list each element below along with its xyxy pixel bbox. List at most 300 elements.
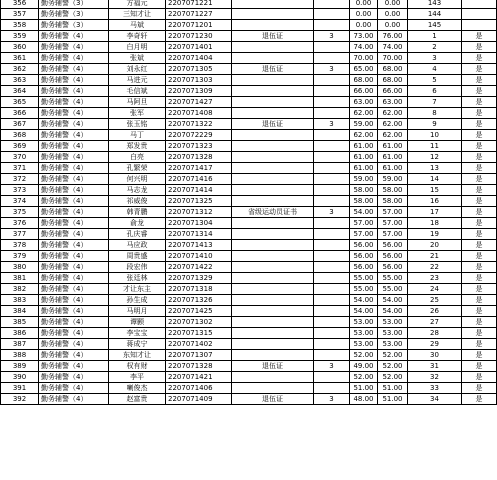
exam-id-cell: 2207071427 xyxy=(166,97,232,108)
position-cell: 勤务辅警（4） xyxy=(39,185,109,196)
qualified-cell: 是 xyxy=(462,317,497,328)
seq-cell: 378 xyxy=(1,240,39,251)
qualified-cell: 是 xyxy=(462,306,497,317)
qualified-cell: 是 xyxy=(462,53,497,64)
rank-cell: 2 xyxy=(408,42,462,53)
position-cell: 勤务辅警（4） xyxy=(39,119,109,130)
table-row xyxy=(1,163,497,174)
bonus-points-cell xyxy=(314,372,350,383)
rank-cell: 9 xyxy=(408,119,462,130)
rank-cell: 31 xyxy=(408,361,462,372)
written-score-cell: 48.00 xyxy=(350,394,378,405)
total-score-cell: 61.00 xyxy=(378,152,408,163)
table-row xyxy=(1,185,497,196)
bonus-cert-cell xyxy=(232,328,314,339)
rank-cell: 30 xyxy=(408,350,462,361)
rank-cell: 33 xyxy=(408,383,462,394)
seq-cell: 386 xyxy=(1,328,39,339)
exam-id-cell: 2207071401 xyxy=(166,42,232,53)
written-score-cell: 55.00 xyxy=(350,284,378,295)
position-cell: 勤务辅警（4） xyxy=(39,207,109,218)
qualified-cell: 是 xyxy=(462,97,497,108)
position-cell: 勤务辅警（4） xyxy=(39,328,109,339)
exam-id-cell: 2207071314 xyxy=(166,229,232,240)
exam-id-cell: 2207071409 xyxy=(166,394,232,405)
written-score-cell: 63.00 xyxy=(350,97,378,108)
bonus-cert-cell xyxy=(232,141,314,152)
position-cell: 勤务辅警（4） xyxy=(39,97,109,108)
exam-id-cell: 2207071304 xyxy=(166,218,232,229)
bonus-points-cell xyxy=(314,350,350,361)
rank-cell: 12 xyxy=(408,152,462,163)
bonus-cert-cell xyxy=(232,53,314,64)
seq-cell: 383 xyxy=(1,295,39,306)
rank-cell: 27 xyxy=(408,317,462,328)
total-score-cell: 55.00 xyxy=(378,273,408,284)
written-score-cell: 70.00 xyxy=(350,53,378,64)
bonus-cert-cell xyxy=(232,86,314,97)
table-row xyxy=(1,372,497,383)
exam-id-cell: 2207071329 xyxy=(166,273,232,284)
qualified-cell: 是 xyxy=(462,207,497,218)
exam-id-cell: 2207071318 xyxy=(166,284,232,295)
name-cell: 张玉铭 xyxy=(109,119,166,130)
position-cell: 勤务辅警（4） xyxy=(39,350,109,361)
name-cell: 韩青鹏 xyxy=(109,207,166,218)
bonus-points-cell xyxy=(314,141,350,152)
name-cell: 才让东主 xyxy=(109,284,166,295)
table-row xyxy=(1,317,497,328)
total-score-cell: 56.00 xyxy=(378,251,408,262)
bonus-cert-cell: 退伍证 xyxy=(232,119,314,130)
written-score-cell: 58.00 xyxy=(350,196,378,207)
total-score-cell: 53.00 xyxy=(378,317,408,328)
name-cell: 东知才让 xyxy=(109,350,166,361)
bonus-cert-cell xyxy=(232,273,314,284)
written-score-cell: 54.00 xyxy=(350,295,378,306)
rank-cell: 28 xyxy=(408,328,462,339)
position-cell: 勤务辅警（4） xyxy=(39,64,109,75)
written-score-cell: 59.00 xyxy=(350,119,378,130)
position-cell: 勤务辅警（4） xyxy=(39,86,109,97)
table-row xyxy=(1,0,497,9)
bonus-points-cell: 3 xyxy=(314,31,350,42)
total-score-cell: 57.00 xyxy=(378,229,408,240)
bonus-points-cell xyxy=(314,273,350,284)
exam-id-cell: 2207071422 xyxy=(166,262,232,273)
seq-cell: 356 xyxy=(1,0,39,9)
written-score-cell: 51.00 xyxy=(350,383,378,394)
table-row xyxy=(1,273,497,284)
rank-cell: 17 xyxy=(408,207,462,218)
bonus-points-cell xyxy=(314,75,350,86)
seq-cell: 372 xyxy=(1,174,39,185)
name-cell: 孔庆睿 xyxy=(109,229,166,240)
bonus-cert-cell xyxy=(232,229,314,240)
table-row xyxy=(1,152,497,163)
exam-id-cell: 2207071221 xyxy=(166,0,232,9)
written-score-cell: 62.00 xyxy=(350,130,378,141)
table-row xyxy=(1,108,497,119)
seq-cell: 365 xyxy=(1,97,39,108)
seq-cell: 369 xyxy=(1,141,39,152)
rank-cell: 32 xyxy=(408,372,462,383)
table-row xyxy=(1,394,497,405)
seq-cell: 375 xyxy=(1,207,39,218)
table-row xyxy=(1,86,497,97)
bonus-points-cell xyxy=(314,284,350,295)
total-score-cell: 61.00 xyxy=(378,141,408,152)
bonus-cert-cell xyxy=(232,295,314,306)
rank-cell: 7 xyxy=(408,97,462,108)
total-score-cell: 58.00 xyxy=(378,185,408,196)
name-cell: 马志龙 xyxy=(109,185,166,196)
bonus-points-cell xyxy=(314,97,350,108)
exam-id-cell: 2207071402 xyxy=(166,339,232,350)
bonus-points-cell xyxy=(314,295,350,306)
rank-cell: 11 xyxy=(408,141,462,152)
qualified-cell: 是 xyxy=(462,383,497,394)
name-cell: 马丁 xyxy=(109,130,166,141)
bonus-cert-cell xyxy=(232,174,314,185)
written-score-cell: 56.00 xyxy=(350,240,378,251)
table-row xyxy=(1,262,497,273)
rank-cell: 6 xyxy=(408,86,462,97)
name-cell: 赵富贵 xyxy=(109,394,166,405)
table-row xyxy=(1,350,497,361)
qualified-cell: 是 xyxy=(462,42,497,53)
written-score-cell: 53.00 xyxy=(350,328,378,339)
rank-cell: 22 xyxy=(408,262,462,273)
seq-cell: 370 xyxy=(1,152,39,163)
qualified-cell: 是 xyxy=(462,163,497,174)
seq-cell: 376 xyxy=(1,218,39,229)
total-score-cell: 62.00 xyxy=(378,119,408,130)
seq-cell: 387 xyxy=(1,339,39,350)
bonus-cert-cell xyxy=(232,185,314,196)
written-score-cell: 58.00 xyxy=(350,185,378,196)
bonus-points-cell: 3 xyxy=(314,119,350,130)
seq-cell: 382 xyxy=(1,284,39,295)
table-body xyxy=(1,0,497,405)
written-score-cell: 62.00 xyxy=(350,108,378,119)
bonus-cert-cell xyxy=(232,152,314,163)
position-cell: 勤务辅警（4） xyxy=(39,75,109,86)
exam-id-cell: 2207071323 xyxy=(166,141,232,152)
rank-cell: 145 xyxy=(408,20,462,31)
seq-cell: 373 xyxy=(1,185,39,196)
qualified-cell: 是 xyxy=(462,328,497,339)
exam-id-cell: 2207071201 xyxy=(166,20,232,31)
exam-id-cell: 2207071227 xyxy=(166,9,232,20)
table-row xyxy=(1,20,497,31)
written-score-cell: 61.00 xyxy=(350,163,378,174)
written-score-cell: 53.00 xyxy=(350,339,378,350)
qualified-cell: 是 xyxy=(462,229,497,240)
position-cell: 勤务辅警（4） xyxy=(39,361,109,372)
qualified-cell: 是 xyxy=(462,174,497,185)
bonus-points-cell xyxy=(314,20,350,31)
exam-id-cell: 2207071413 xyxy=(166,240,232,251)
seq-cell: 367 xyxy=(1,119,39,130)
written-score-cell: 59.00 xyxy=(350,174,378,185)
name-cell: 何兴明 xyxy=(109,174,166,185)
bonus-cert-cell: 退伍证 xyxy=(232,394,314,405)
qualified-cell xyxy=(462,9,497,20)
exam-id-cell: 2207071325 xyxy=(166,196,232,207)
position-cell: 勤务辅警（4） xyxy=(39,339,109,350)
bonus-points-cell xyxy=(314,383,350,394)
bonus-cert-cell xyxy=(232,284,314,295)
bonus-points-cell: 3 xyxy=(314,361,350,372)
position-cell: 勤务辅警（4） xyxy=(39,31,109,42)
qualified-cell: 是 xyxy=(462,152,497,163)
bonus-cert-cell xyxy=(232,339,314,350)
exam-id-cell: 2207071406 xyxy=(166,383,232,394)
bonus-points-cell: 3 xyxy=(314,64,350,75)
table-row xyxy=(1,295,497,306)
exam-id-cell: 2207071328 xyxy=(166,361,232,372)
total-score-cell: 68.00 xyxy=(378,64,408,75)
name-cell: 马进元 xyxy=(109,75,166,86)
written-score-cell: 0.00 xyxy=(350,9,378,20)
position-cell: 勤务辅警（4） xyxy=(39,130,109,141)
bonus-points-cell xyxy=(314,0,350,9)
position-cell: 勤务辅警（4） xyxy=(39,229,109,240)
bonus-points-cell xyxy=(314,185,350,196)
written-score-cell: 56.00 xyxy=(350,262,378,273)
name-cell: 毛信斌 xyxy=(109,86,166,97)
rank-cell: 143 xyxy=(408,0,462,9)
position-cell: 勤务辅警（4） xyxy=(39,372,109,383)
exam-id-cell: 2207071414 xyxy=(166,185,232,196)
exam-id-cell: 2207071416 xyxy=(166,174,232,185)
exam-id-cell: 2207071303 xyxy=(166,75,232,86)
qualified-cell xyxy=(462,20,497,31)
rank-cell: 5 xyxy=(408,75,462,86)
name-cell: 刘永红 xyxy=(109,64,166,75)
position-cell: 勤务辅警（4） xyxy=(39,383,109,394)
total-score-cell: 55.00 xyxy=(378,284,408,295)
position-cell: 勤务辅警（4） xyxy=(39,53,109,64)
seq-cell: 381 xyxy=(1,273,39,284)
bonus-points-cell xyxy=(314,262,350,273)
bonus-cert-cell: 省级运动员证书 xyxy=(232,207,314,218)
bonus-points-cell xyxy=(314,42,350,53)
written-score-cell: 65.00 xyxy=(350,64,378,75)
exam-id-cell: 2207072229 xyxy=(166,130,232,141)
name-cell: 白月明 xyxy=(109,42,166,53)
table-row xyxy=(1,174,497,185)
bonus-points-cell xyxy=(314,317,350,328)
total-score-cell: 51.00 xyxy=(378,383,408,394)
table-row xyxy=(1,240,497,251)
position-cell: 勤务辅警（4） xyxy=(39,141,109,152)
seq-cell: 371 xyxy=(1,163,39,174)
bonus-cert-cell xyxy=(232,42,314,53)
name-cell: 喇俊杰 xyxy=(109,383,166,394)
bonus-cert-cell xyxy=(232,97,314,108)
total-score-cell: 56.00 xyxy=(378,240,408,251)
seq-cell: 391 xyxy=(1,383,39,394)
rank-cell: 1 xyxy=(408,31,462,42)
seq-cell: 374 xyxy=(1,196,39,207)
bonus-cert-cell xyxy=(232,108,314,119)
written-score-cell: 56.00 xyxy=(350,251,378,262)
qualified-cell: 是 xyxy=(462,218,497,229)
name-cell: 段宏伟 xyxy=(109,262,166,273)
rank-cell: 23 xyxy=(408,273,462,284)
bonus-points-cell xyxy=(314,240,350,251)
name-cell: 李奇轩 xyxy=(109,31,166,42)
written-score-cell: 74.00 xyxy=(350,42,378,53)
table-row xyxy=(1,306,497,317)
bonus-points-cell xyxy=(314,152,350,163)
rank-cell: 16 xyxy=(408,196,462,207)
written-score-cell: 52.00 xyxy=(350,350,378,361)
table-row xyxy=(1,42,497,53)
total-score-cell: 74.00 xyxy=(378,42,408,53)
table-row xyxy=(1,196,497,207)
exam-id-cell: 2207071408 xyxy=(166,108,232,119)
table-row xyxy=(1,119,497,130)
table-row xyxy=(1,97,497,108)
exam-id-cell: 2207071322 xyxy=(166,119,232,130)
bonus-points-cell xyxy=(314,229,350,240)
name-cell: 马应政 xyxy=(109,240,166,251)
name-cell: 俞龙 xyxy=(109,218,166,229)
seq-cell: 357 xyxy=(1,9,39,20)
seq-cell: 359 xyxy=(1,31,39,42)
total-score-cell: 59.00 xyxy=(378,174,408,185)
seq-cell: 361 xyxy=(1,53,39,64)
table-row xyxy=(1,31,497,42)
name-cell: 谭颢 xyxy=(109,317,166,328)
bonus-cert-cell xyxy=(232,75,314,86)
name-cell: 白亮 xyxy=(109,152,166,163)
seq-cell: 379 xyxy=(1,251,39,262)
seq-cell: 384 xyxy=(1,306,39,317)
rank-cell: 29 xyxy=(408,339,462,350)
bonus-cert-cell xyxy=(232,9,314,20)
name-cell: 马斌 xyxy=(109,20,166,31)
bonus-points-cell xyxy=(314,251,350,262)
total-score-cell: 57.00 xyxy=(378,218,408,229)
exam-id-cell: 2207071404 xyxy=(166,53,232,64)
total-score-cell: 0.00 xyxy=(378,20,408,31)
bonus-points-cell xyxy=(314,53,350,64)
qualified-cell: 是 xyxy=(462,240,497,251)
bonus-cert-cell xyxy=(232,262,314,273)
total-score-cell: 52.00 xyxy=(378,350,408,361)
name-cell: 蒋成宁 xyxy=(109,339,166,350)
name-cell: 马阿旦 xyxy=(109,97,166,108)
rank-cell: 26 xyxy=(408,306,462,317)
name-cell: 孔繁荣 xyxy=(109,163,166,174)
qualified-cell: 是 xyxy=(462,141,497,152)
qualified-cell: 是 xyxy=(462,86,497,97)
name-cell: 祁威俊 xyxy=(109,196,166,207)
written-score-cell: 52.00 xyxy=(350,372,378,383)
written-score-cell: 54.00 xyxy=(350,207,378,218)
bonus-cert-cell xyxy=(232,372,314,383)
seq-cell: 380 xyxy=(1,262,39,273)
total-score-cell: 52.00 xyxy=(378,372,408,383)
seq-cell: 363 xyxy=(1,75,39,86)
qualified-cell: 是 xyxy=(462,185,497,196)
table-row xyxy=(1,53,497,64)
rank-cell: 18 xyxy=(408,218,462,229)
seq-cell: 366 xyxy=(1,108,39,119)
position-cell: 勤务辅警（4） xyxy=(39,394,109,405)
qualified-cell: 是 xyxy=(462,64,497,75)
seq-cell: 388 xyxy=(1,350,39,361)
position-cell: 勤务辅警（4） xyxy=(39,218,109,229)
rank-cell: 34 xyxy=(408,394,462,405)
position-cell: 勤务辅警（3） xyxy=(39,9,109,20)
written-score-cell: 54.00 xyxy=(350,306,378,317)
position-cell: 勤务辅警（4） xyxy=(39,163,109,174)
position-cell: 勤务辅警（4） xyxy=(39,251,109,262)
name-cell: 方福元 xyxy=(109,0,166,9)
name-cell: 郑发贵 xyxy=(109,141,166,152)
name-cell: 三知才让 xyxy=(109,9,166,20)
position-cell: 勤务辅警（4） xyxy=(39,108,109,119)
bonus-cert-cell xyxy=(232,350,314,361)
written-score-cell: 61.00 xyxy=(350,141,378,152)
table-row xyxy=(1,251,497,262)
name-cell: 张斌 xyxy=(109,53,166,64)
position-cell: 勤务辅警（3） xyxy=(39,0,109,9)
qualified-cell: 是 xyxy=(462,284,497,295)
total-score-cell: 0.00 xyxy=(378,0,408,9)
table-row xyxy=(1,64,497,75)
total-score-cell: 62.00 xyxy=(378,130,408,141)
name-cell: 马明月 xyxy=(109,306,166,317)
table-row xyxy=(1,207,497,218)
bonus-points-cell xyxy=(314,174,350,185)
exam-id-cell: 2207071307 xyxy=(166,350,232,361)
total-score-cell: 63.00 xyxy=(378,97,408,108)
seq-cell: 362 xyxy=(1,64,39,75)
total-score-cell: 68.00 xyxy=(378,75,408,86)
total-score-cell: 53.00 xyxy=(378,328,408,339)
name-cell: 权有财 xyxy=(109,361,166,372)
bonus-cert-cell: 退伍证 xyxy=(232,31,314,42)
table-row xyxy=(1,284,497,295)
bonus-cert-cell xyxy=(232,240,314,251)
qualified-cell: 是 xyxy=(462,108,497,119)
written-score-cell: 55.00 xyxy=(350,273,378,284)
rank-cell: 15 xyxy=(408,185,462,196)
bonus-cert-cell xyxy=(232,130,314,141)
bonus-points-cell xyxy=(314,130,350,141)
rank-cell: 8 xyxy=(408,108,462,119)
name-cell: 张廷林 xyxy=(109,273,166,284)
qualified-cell: 是 xyxy=(462,31,497,42)
qualified-cell: 是 xyxy=(462,119,497,130)
exam-id-cell: 2207071410 xyxy=(166,251,232,262)
bonus-cert-cell xyxy=(232,317,314,328)
table-row xyxy=(1,141,497,152)
written-score-cell: 57.00 xyxy=(350,229,378,240)
exam-id-cell: 2207071315 xyxy=(166,328,232,339)
position-cell: 勤务辅警（4） xyxy=(39,273,109,284)
rank-cell: 20 xyxy=(408,240,462,251)
qualified-cell: 是 xyxy=(462,273,497,284)
qualified-cell: 是 xyxy=(462,196,497,207)
bonus-cert-cell: 退伍证 xyxy=(232,361,314,372)
